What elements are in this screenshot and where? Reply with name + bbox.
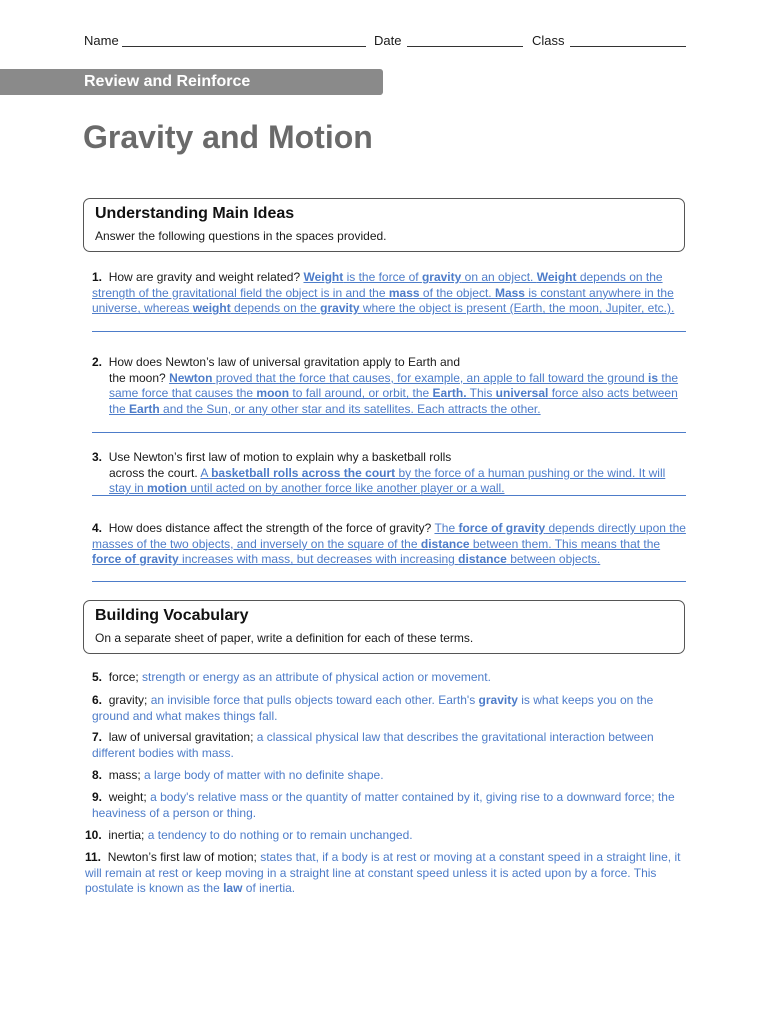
vocab-definition[interactable]: strength or energy as an attribute of physical action or movement. <box>142 670 491 684</box>
main-ideas-heading: Understanding Main Ideas <box>95 205 295 222</box>
vocab-item-9: 9. weight; a body's relative mass or the quantity of matter contained by it, giving rise to a downward force; the heaviness of a person or thing. <box>92 790 675 820</box>
question-text-cont: the moon? <box>109 370 166 385</box>
question-number: 2. <box>92 355 103 369</box>
banner-text: Review and Reinforce <box>84 73 251 90</box>
answer-line <box>92 581 686 582</box>
vocab-term: force; <box>108 670 139 684</box>
question-number: 4. <box>92 521 103 535</box>
class-field[interactable] <box>570 46 686 47</box>
vocab-definition[interactable]: states that, if a body is at rest or moving at a constant speed in a straight line, it will remain at rest or keep moving in a straight line at constant speed unless it is acted upon by a force. This postulate is known as the law of inertia. <box>85 850 681 895</box>
vocabulary-instruction: On a separate sheet of paper, write a definition for each of these terms. <box>95 631 474 645</box>
vocab-item-7: 7. law of universal gravitation; a classical physical law that describes the gravitational interaction between different bodies with mass. <box>92 730 654 760</box>
question-text: How does distance affect the strength of the force of gravity? <box>108 521 432 535</box>
name-field[interactable] <box>122 46 366 47</box>
vocab-item-10: 10. inertia; a tendency to do nothing or to remain unchanged. <box>85 828 413 842</box>
vocab-item-5: 5. force; strength or energy as an attribute of physical action or movement. <box>92 670 491 684</box>
vocab-definition[interactable]: a body's relative mass or the quantity of matter contained by it, giving rise to a downward force; the heaviness of a person or thing. <box>92 790 675 820</box>
vocab-definition[interactable]: a classical physical law that describes the gravitational interaction between different bodies with mass. <box>92 730 654 760</box>
answer-2[interactable]: Newton proved that the force that causes, for example, an apple to fall toward the ground is the same force that causes the moon to fall around, or orbit, the Earth. This universal force also acts between the Earth and the Sun, or any other star and its satellites. Each attracts the other. <box>109 370 679 416</box>
answer-line <box>92 331 686 332</box>
vocabulary-box <box>83 600 685 654</box>
question-text-cont: across the court. <box>109 465 198 480</box>
answer-3[interactable]: A basketball rolls across the court by the force of a human pushing or the wind. It will stay in motion until acted on by another force like another player or a wall. <box>109 465 666 496</box>
answer-line <box>92 495 686 496</box>
vocab-item-8: 8. mass; a large body of matter with no definite shape. <box>92 768 384 782</box>
main-ideas-instruction: Answer the following questions in the spaces provided. <box>95 229 387 243</box>
question-text: How are gravity and weight related? <box>108 270 301 284</box>
question-number: 1. <box>92 270 103 284</box>
vocab-item-11: 11. Newton’s first law of motion; states that, if a body is at rest or moving at a constant speed in a straight line, it will remain at rest or keep moving in a straight line at constant speed unless it is acted upon by a force. This postulate is known as the law of inertia. <box>85 850 681 895</box>
vocabulary-heading: Building Vocabulary <box>95 607 249 624</box>
name-label: Name <box>84 33 119 48</box>
answer-1[interactable]: Weight is the force of gravity on an object. Weight depends on the strength of the gravitational field the object is in and the mass of the object. Mass is constant anywhere in the universe, whereas weight depends on the gravity where the object is present (Earth, the moon, Jupiter, etc.). <box>92 270 675 316</box>
vocab-term: inertia; <box>108 828 145 842</box>
vocab-term: Newton’s first law of motion; <box>107 850 257 864</box>
class-label: Class <box>532 33 565 48</box>
date-label: Date <box>374 33 402 48</box>
question-text: How does Newton’s law of universal gravitation apply to Earth and <box>108 355 460 369</box>
vocab-definition[interactable]: a large body of matter with no definite shape. <box>144 768 384 782</box>
vocab-term: mass; <box>108 768 141 782</box>
vocab-term: law of universal gravitation; <box>108 730 254 744</box>
page-title: Gravity and Motion <box>83 119 373 155</box>
question-4 <box>92 521 686 568</box>
vocab-definition[interactable]: an invisible force that pulls objects toward each other. Earth's gravity is what keeps you on the ground and what makes things fall. <box>92 693 654 723</box>
question-1 <box>92 270 686 317</box>
question-text: Use Newton’s first law of motion to explain why a basketball rolls <box>108 450 452 464</box>
date-field[interactable] <box>407 46 523 47</box>
question-number: 3. <box>92 450 103 464</box>
question-2 <box>92 355 686 417</box>
section-banner <box>0 69 383 95</box>
vocab-item-6: 6. gravity; an invisible force that pulls objects toward each other. Earth's gravity is what keeps you on the ground and what makes things fall. <box>92 693 654 723</box>
vocab-term: gravity; <box>108 693 148 707</box>
student-info-header <box>84 31 684 51</box>
vocab-term: weight; <box>108 790 147 804</box>
answer-4[interactable]: The force of gravity depends directly upon the masses of the two objects, and inversely on the square of the distance between them. This means that the force of gravity increases with mass, but decreases with increasing distance between objects. <box>92 521 686 567</box>
main-ideas-box <box>83 198 685 252</box>
vocab-definition[interactable]: a tendency to do nothing or to remain unchanged. <box>147 828 413 842</box>
question-3 <box>92 450 686 497</box>
answer-line <box>92 432 686 433</box>
